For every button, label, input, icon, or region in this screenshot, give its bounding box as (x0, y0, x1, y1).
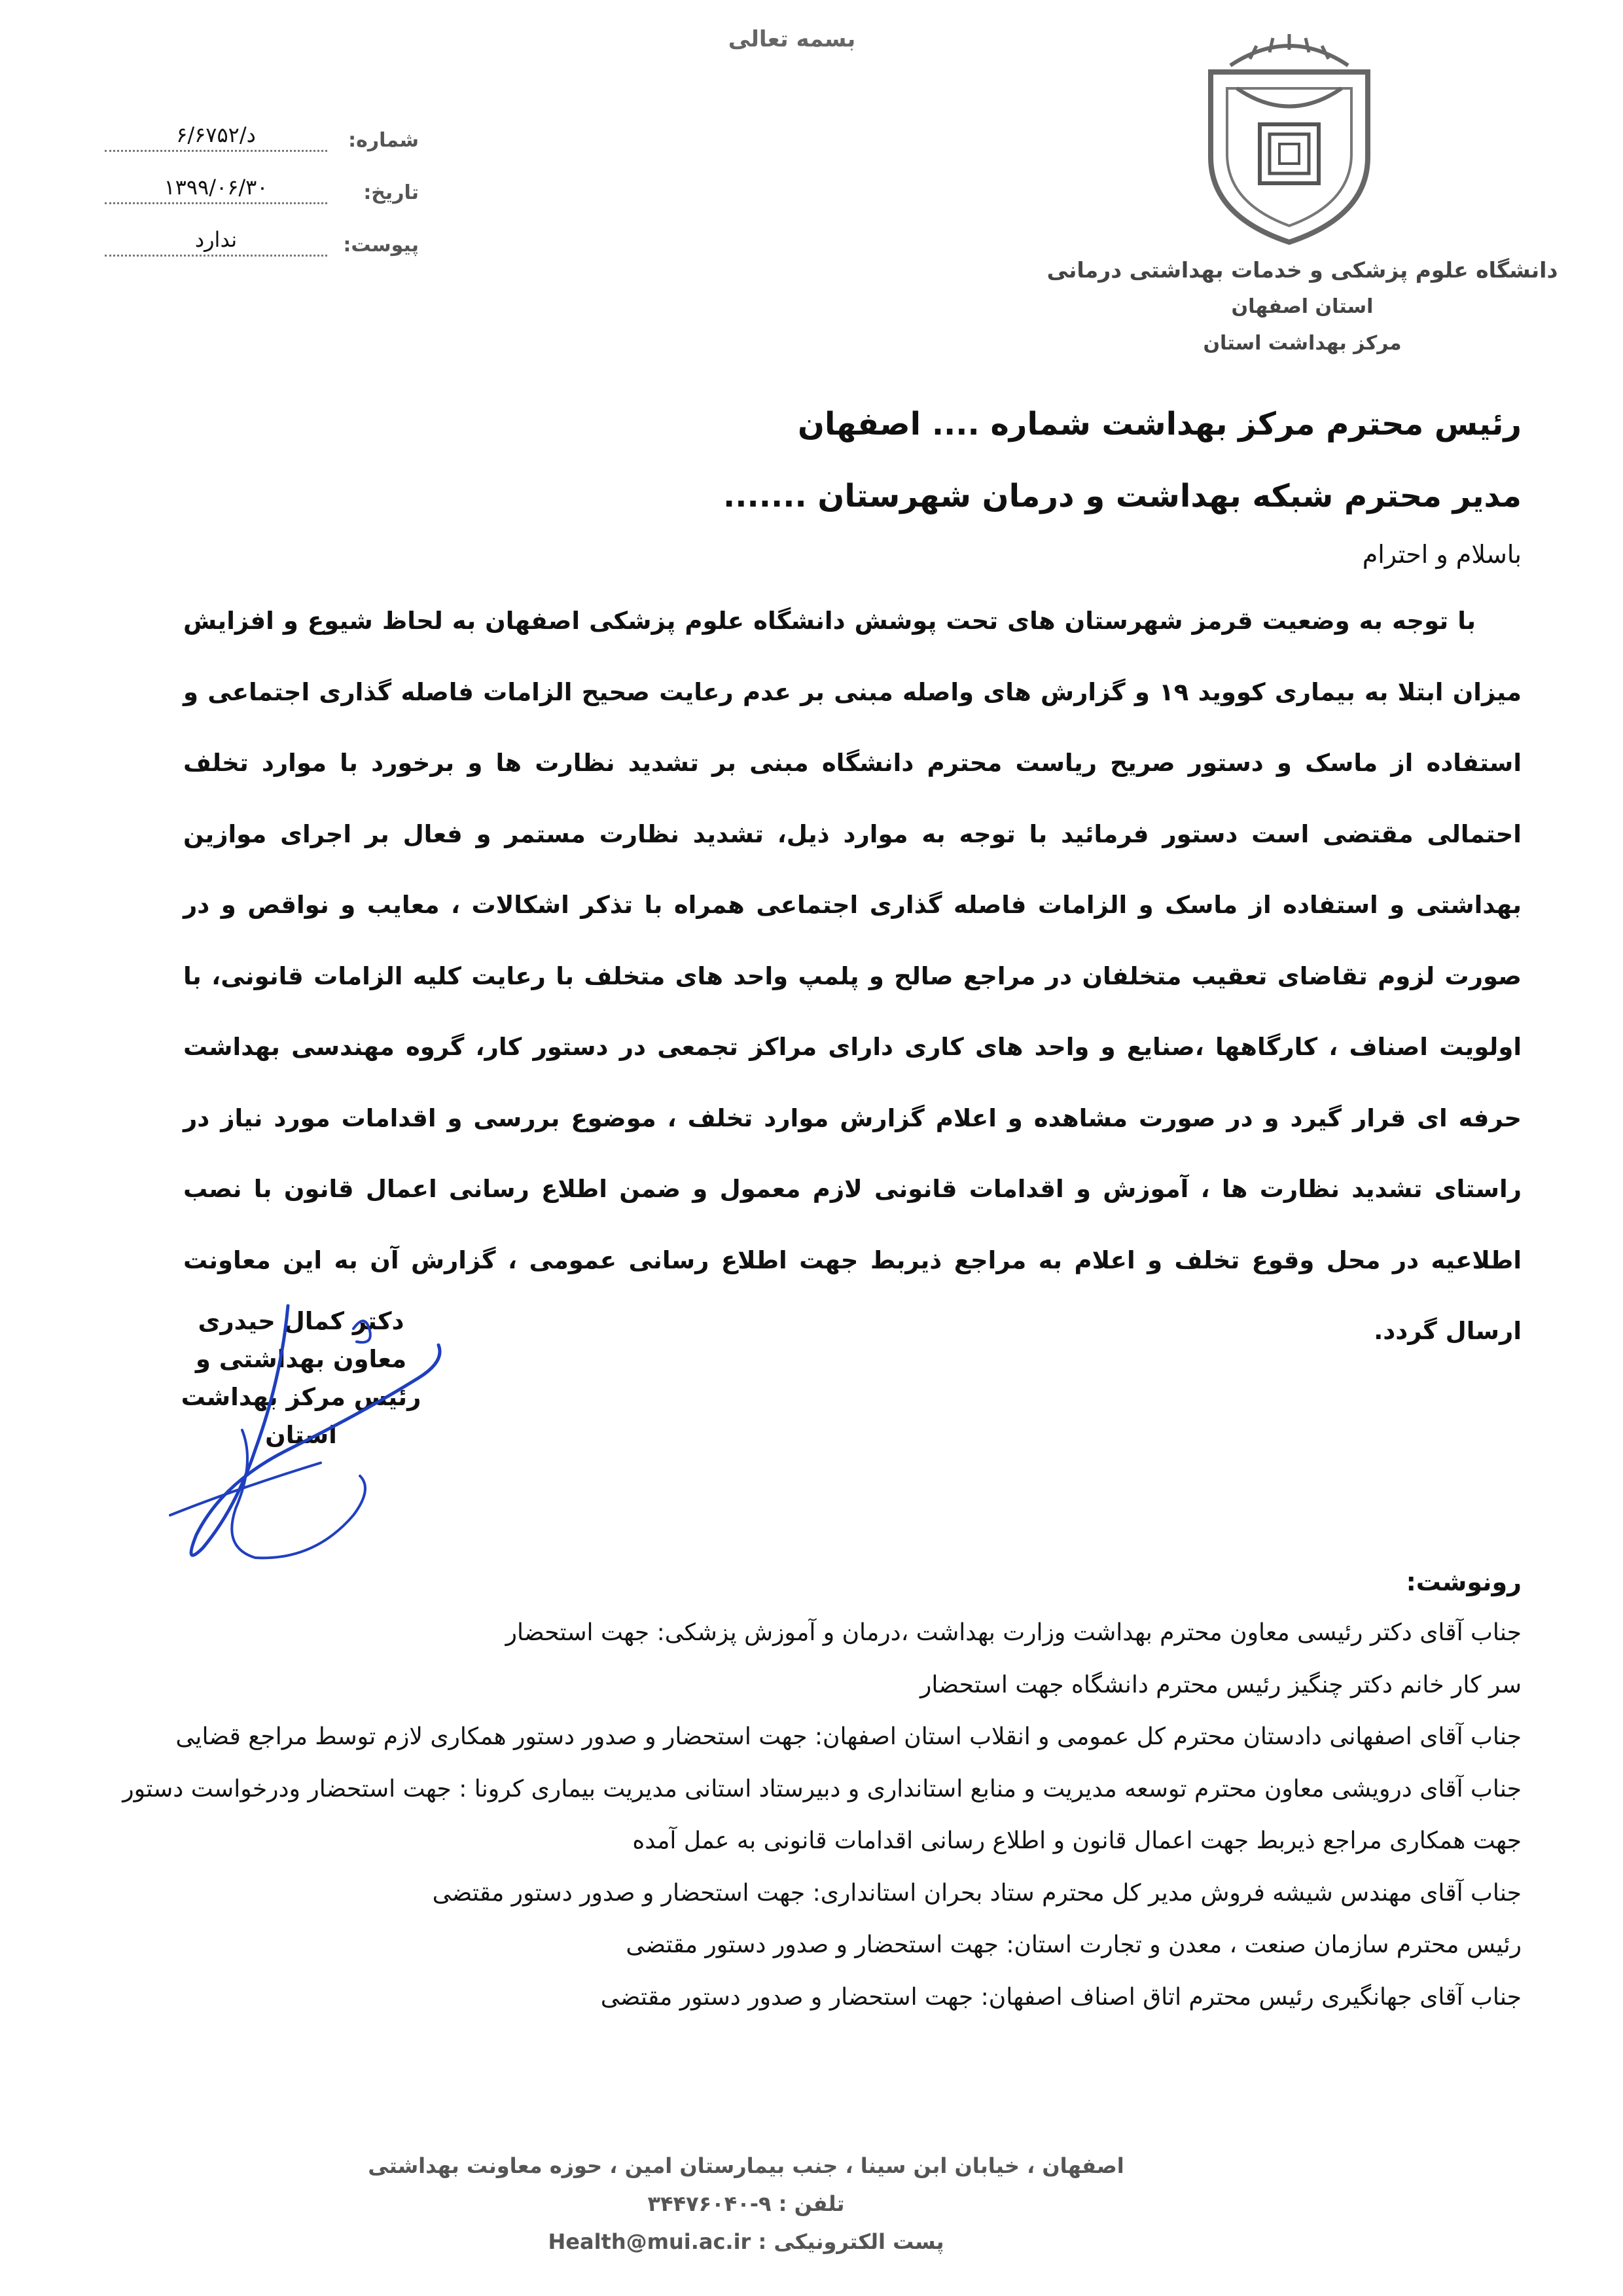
letter-date-label: تاریخ: (363, 181, 419, 204)
copies-list (85, 1607, 1522, 2023)
copy-recipient: جناب آقای دکتر رئیسی معاون محترم بهداشت وزارت بهداشت ،درمان و آموزش پزشکی: جهت استحضار (505, 1619, 1522, 1646)
footer-phone: تلفن : ۹-۳۴۴۷۶۰۴۰ (647, 2191, 845, 2216)
letter-attachment-row (105, 223, 419, 257)
copy-recipient: جناب آقای درویشی معاون محترم توسعه مدیریت و منابع استانداری و دبیرستاد استانی مدیریت بیماری کرونا : جهت استحضار ودرخواست دستور جهت همکاری مراجع ذیربط جهت اعمال قانون و اطلاع رسانی اقدامات قانونی به عمل آمده (122, 1775, 1522, 1854)
copies-title: رونوشت: (1406, 1568, 1522, 1596)
letter-number-row (105, 118, 419, 152)
copy-recipient: سر کار خانم دکتر چنگیز رئیس محترم دانشگاه جهت استحضار (920, 1671, 1522, 1698)
signer-title-1: معاون بهداشتی و (195, 1345, 407, 1373)
letter-number-label: شماره: (348, 129, 419, 152)
copy-recipient: جناب آقای جهانگیری رئیس محترم اتاق اصناف اصفهان: جهت استحضار و صدور دستور مقتضی (600, 1983, 1522, 2011)
organization-line: مرکز بهداشت استان (1203, 332, 1402, 355)
signer-name: دکتر کمال حیدری (198, 1307, 404, 1335)
letter-number-value: د/۶/۶۷۵۲ (105, 122, 327, 152)
organization-line: دانشگاه علوم پزشکی و خدمات بهداشتی درمانی (1046, 257, 1558, 283)
organization-name-block (1034, 252, 1571, 362)
signer-title-2: رئیس مرکز بهداشت استان (181, 1383, 421, 1449)
organization-line: استان اصفهان (1231, 295, 1374, 318)
copy-recipient: رئیس محترم سازمان صنعت ، معدن و تجارت استان: جهت استحضار و صدور دستور مقتضی (626, 1931, 1522, 1958)
bismillah-heading: بسمه تعالی (728, 26, 856, 52)
letter-date-value: ۱۳۹۹/۰۶/۳۰ (105, 175, 327, 204)
letter-attachment-value: ندارد (105, 227, 327, 257)
letter-body: با توجه به وضعیت قرمز شهرستان های تحت پوشش دانشگاه علوم پزشکی اصفهان به لحاظ شیوع و افزایش میزان ابتلا به بیماری کووید ۱۹ و گزارش های واصله مبنی بر عدم رعایت صحیح الزامات فاصله گذاری اجتماعی و استفاده از ماسک و دستور صریح ریاست محترم دانشگاه مبنی بر تشدید نظارت ها و برخورد با موارد تخلف احتمالی مقتضی است دستور فرمائید با توجه به موارد ذیل، تشدید نظارت مستمر و فعال بر اجرای موازین بهداشتی و استفاده از ماسک و الزامات فاصله گذاری اجتماعی همراه با تذکر اشکالات ، معایب و نواقص و در صورت لزوم تقاضای تعقیب متخلفان در مراجع صالح و پلمپ واحد های متخلف با رعایت کلیه الزامات قانونی، با اولویت اصناف ، کارگاهها ،صنایع و واحد های کاری دارای مراکز تجمعی در دستور کار، گروه مهندسی بهداشت حرفه ای قرار گیرد و در صورت مشاهده و اعلام گزارش موارد تخلف ، موضوع بررسی و اقدامات مورد نیاز در راستای تشدید نظارت ها ، آموزش و اقدامات قانونی لازم معمول و ضمن اطلاع رسانی اعمال قانون با نصب اطلاعیه در محل وقوع تخلف و اعلام به مراجع ذیربط جهت اطلاع رسانی عمومی ، گزارش آن به این معاونت ارسال گردد. (183, 607, 1522, 1345)
letter-attachment-label: پیوست: (343, 234, 419, 257)
letter-date-row (105, 170, 419, 204)
handwritten-signature (157, 1299, 458, 1574)
recipient-line-2: مدیر محترم شبکه بهداشت و درمان شهرستان ....... (723, 478, 1522, 514)
footer-contact (288, 2147, 1204, 2261)
recipient-line-1: رئیس محترم مرکز بهداشت شماره .... اصفهان (798, 406, 1522, 442)
footer-email: پست الکترونیکی : Health@mui.ac.ir (548, 2229, 944, 2254)
copy-recipient: جناب آقای مهندس شیشه فروش مدیر کل محترم ستاد بحران استانداری: جهت استحضار و صدور دستور مقتضی (432, 1879, 1522, 1907)
footer-address: اصفهان ، خیابان ابن سینا ، جنب بیمارستان امین ، حوزه معاونت بهداشتی (368, 2153, 1124, 2178)
copy-recipient: جناب آقای اصفهانی دادستان محترم کل عمومی و انقلاب استان اصفهان: جهت استحضار و صدور دستور همکاری لازم توسط مراجع قضایی (175, 1723, 1522, 1750)
university-logo (1191, 26, 1387, 249)
greeting: باسلام و احترام (1362, 540, 1522, 569)
